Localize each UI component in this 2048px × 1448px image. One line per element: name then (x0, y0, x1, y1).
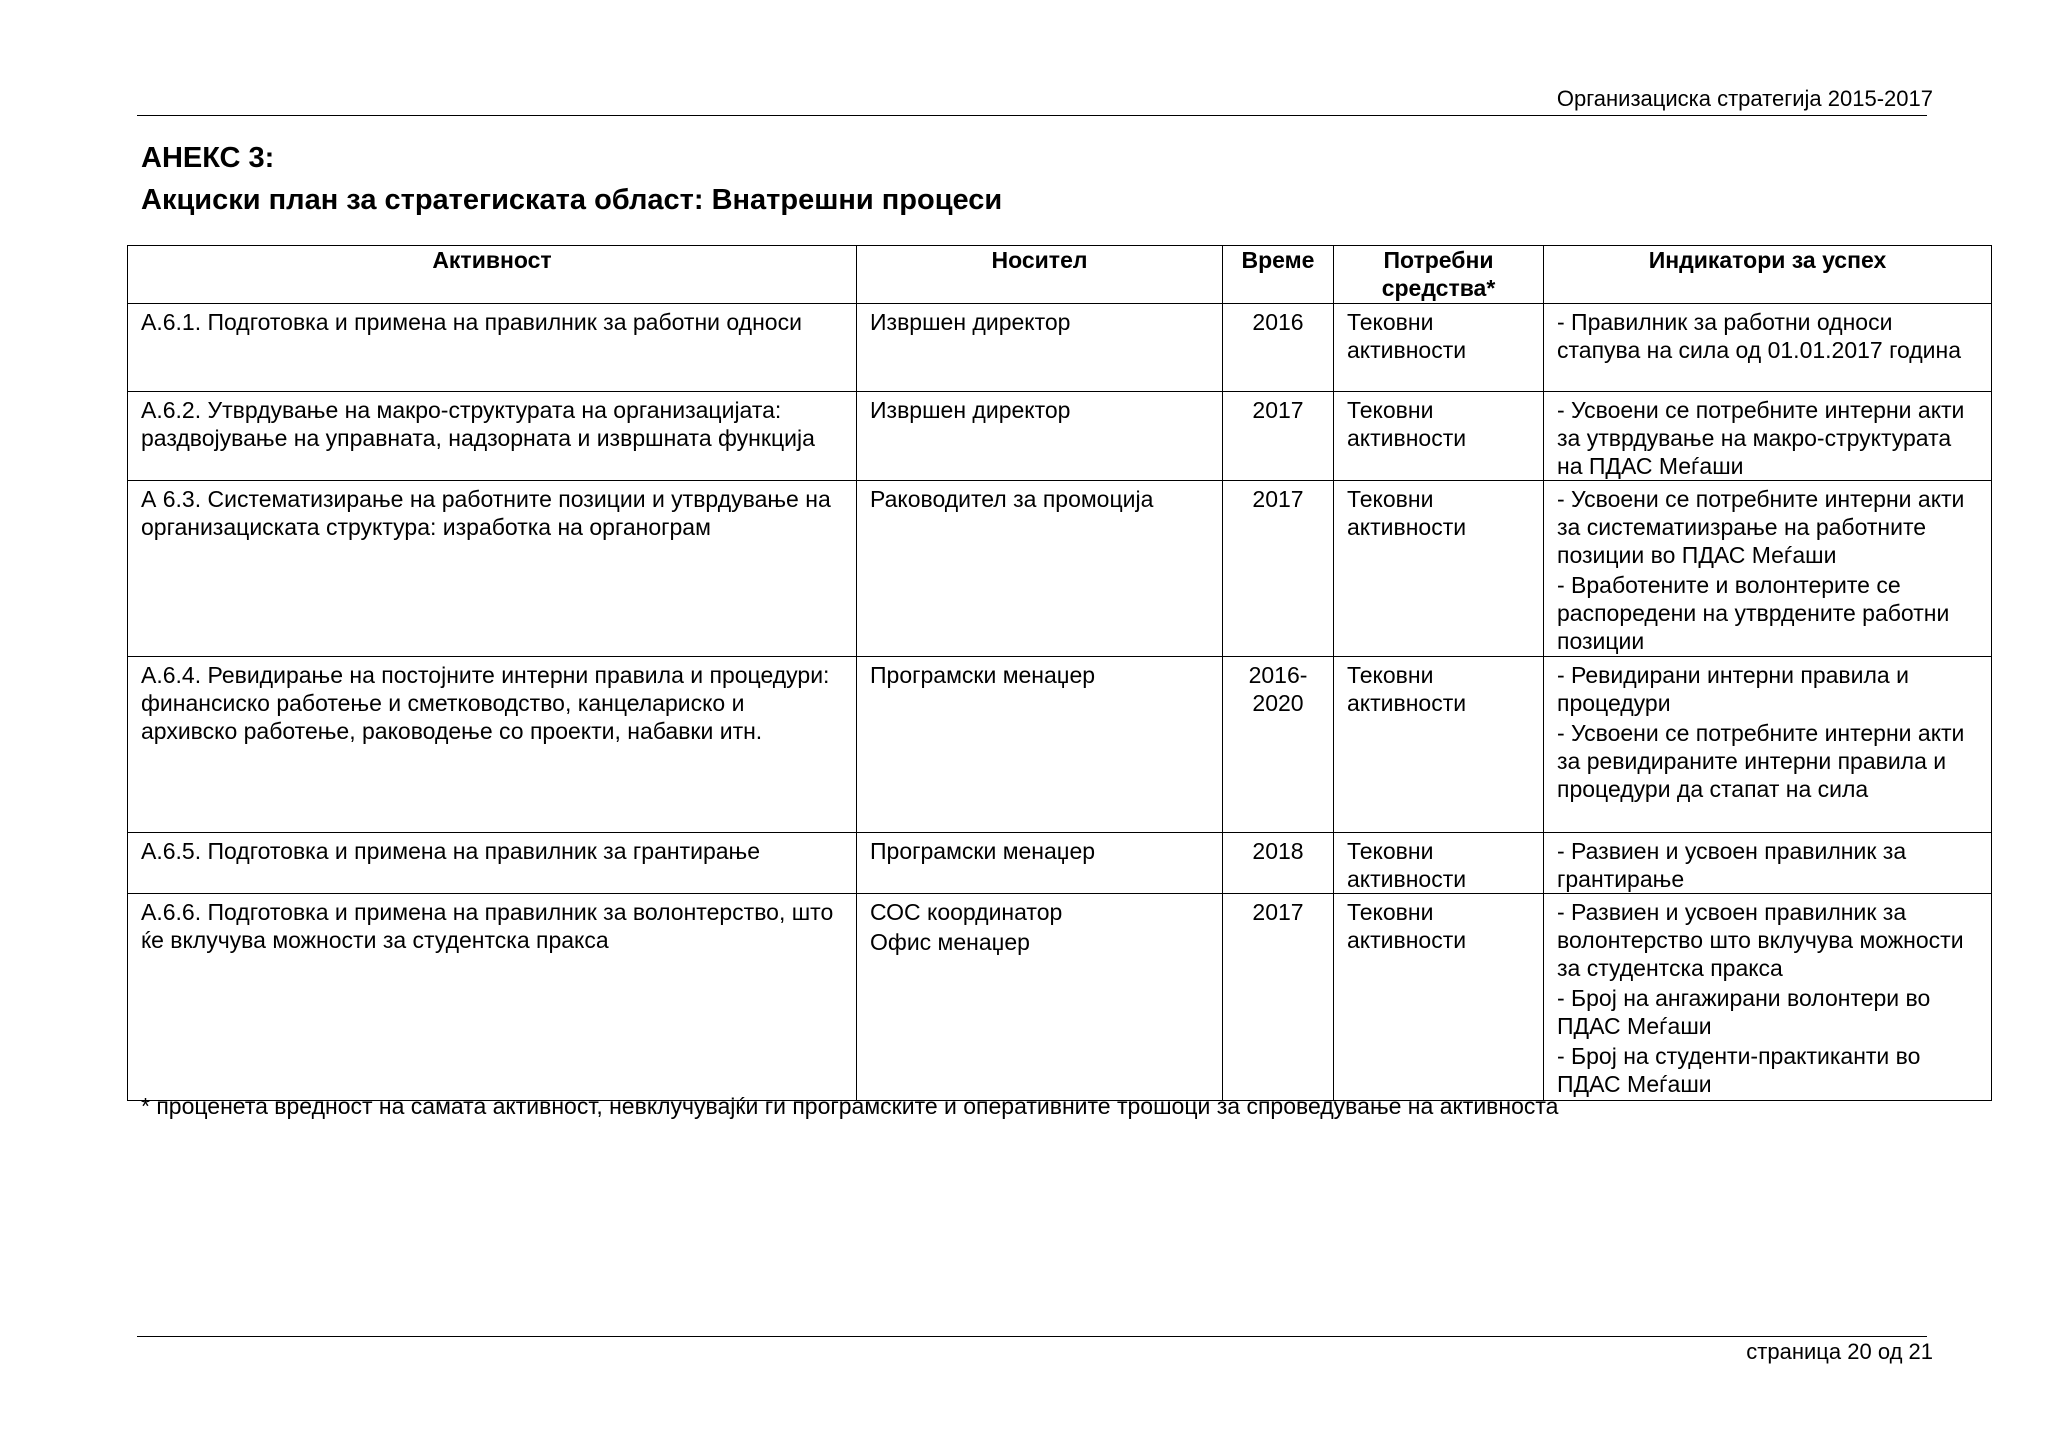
indicators-cell (1544, 392, 1992, 481)
header-resources (1334, 246, 1544, 304)
activity-cell: А 6.3. Систематизирање на работните позиции и утврдување на организациската структура: изработка на органограм (128, 481, 857, 657)
header-resources-line1: Потребни (1383, 247, 1494, 273)
time-value: 2016 (1252, 309, 1304, 335)
resources-cell: Тековни активности (1334, 833, 1544, 894)
table-row (128, 392, 1992, 481)
holder-name: Офис менаџер (870, 929, 1030, 955)
table-row (128, 304, 1992, 392)
activity-cell: А.6.1. Подготовка и примена на правилник за работни односи (128, 304, 857, 392)
resources-cell: Тековни активности (1334, 304, 1544, 392)
resources-cell: Тековни активности (1334, 392, 1544, 481)
table-row (128, 833, 1992, 894)
resources-cell: Тековни активности (1334, 481, 1544, 657)
table-row (128, 657, 1992, 833)
resources-cell: Тековни активности (1334, 894, 1544, 1101)
header-rule (137, 115, 1927, 116)
activity-cell: А.6.2. Утврдување на макро-структурата на организацијата: раздвојување на управната, надзорната и извршната функција (128, 392, 857, 481)
indicator-item: - Усвоени се потребните интерни акти за утврдување на макро-структурата на ПДАС Меѓаши (1557, 397, 1965, 479)
activity-cell: А.6.5. Подготовка и примена на правилник за грантирање (128, 833, 857, 894)
action-plan-table (127, 245, 1992, 1101)
footer-rule (137, 1336, 1927, 1337)
header-activity: Активност (128, 246, 857, 304)
holder-cell (857, 894, 1223, 1101)
holder-name: Извршен директор (870, 397, 1071, 423)
table-row (128, 481, 1992, 657)
table-body (128, 304, 1992, 1101)
holder-cell (857, 833, 1223, 894)
holder-cell (857, 657, 1223, 833)
indicator-item: - Усвоени се потребните интерни акти за ревидираните интерни правила и процедури да стапат на сила (1557, 720, 1965, 802)
indicators-cell (1544, 481, 1992, 657)
indicator-item: - Вработените и волонтерите се распоредени на утврдените работни позиции (1557, 572, 1950, 654)
indicators-cell (1544, 894, 1992, 1101)
header-holder: Носител (857, 246, 1223, 304)
holder-cell (857, 481, 1223, 657)
header-indicators: Индикатори за успех (1544, 246, 1992, 304)
time-cell (1223, 392, 1334, 481)
table-header-row (128, 246, 1992, 304)
time-value: 2017 (1252, 486, 1304, 512)
running-header: Организациска стратегија 2015-2017 (1556, 86, 1933, 111)
indicator-item: - Развиен и усвоен правилник за грантирање (1557, 838, 1907, 892)
indicators-cell (1544, 657, 1992, 833)
indicator-item: - Усвоени се потребните интерни акти за систематиизрање на работните позиции во ПДАС Меѓаши (1557, 486, 1965, 568)
header-resources-line2: средства* (1381, 275, 1496, 301)
holder-name: Програмски менаџер (870, 838, 1096, 864)
holder-name: Раководител за промоција (870, 486, 1154, 512)
indicators-cell (1544, 833, 1992, 894)
indicator-item: - Ревидирани интерни правила и процедури (1557, 662, 1909, 716)
activity-cell: А.6.6. Подготовка и примена на правилник за волонтерство, што ќе вклучува можности за студентска пракса (128, 894, 857, 1101)
time-cell (1223, 304, 1334, 392)
indicator-item: - Правилник за работни односи стапува на сила од 01.01.2017 година (1557, 309, 1962, 363)
time-value: 2017 (1252, 899, 1304, 925)
header-time: Време (1223, 246, 1334, 304)
table-row (128, 894, 1992, 1101)
activity-cell: А.6.4. Ревидирање на постојните интерни правила и процедури: финансиско работење и сметководство, канцелариско и архивско работење, раководење со проекти, набавки итн. (128, 657, 857, 833)
time-value: 2018 (1252, 838, 1304, 864)
action-plan-title: Акциски план за стратегиската област: Внатрешни процеси (141, 184, 1003, 216)
annex-title: АНЕКС 3: (141, 142, 275, 174)
holder-cell (857, 392, 1223, 481)
holder-cell (857, 304, 1223, 392)
indicators-cell (1544, 304, 1992, 392)
time-cell (1223, 894, 1334, 1101)
indicator-item: - Развиен и усвоен правилник за волонтерство што вклучува можности за студентска пракса (1557, 899, 1964, 981)
time-cell (1223, 481, 1334, 657)
resources-cell: Тековни активности (1334, 657, 1544, 833)
time-value: 2016- (1248, 662, 1308, 688)
footnote: * проценета вредност на самата активност, невклучувајќи ги програмските и оперативните трошоци за спроведување на активноста (141, 1093, 1559, 1119)
holder-name: Програмски менаџер (870, 662, 1096, 688)
time-cell (1223, 833, 1334, 894)
time-value: 2020 (1252, 690, 1304, 716)
holder-name: СОС координатор (870, 899, 1063, 925)
indicator-item: - Број на ангажирани волонтери во ПДАС Меѓаши (1557, 985, 1931, 1039)
indicator-item: - Број на студенти-практиканти во ПДАС Меѓаши (1557, 1043, 1921, 1097)
holder-name: Извршен директор (870, 309, 1071, 335)
time-value: 2017 (1252, 397, 1304, 423)
page-number: страница 20 од 21 (1746, 1339, 1933, 1364)
time-cell (1223, 657, 1334, 833)
